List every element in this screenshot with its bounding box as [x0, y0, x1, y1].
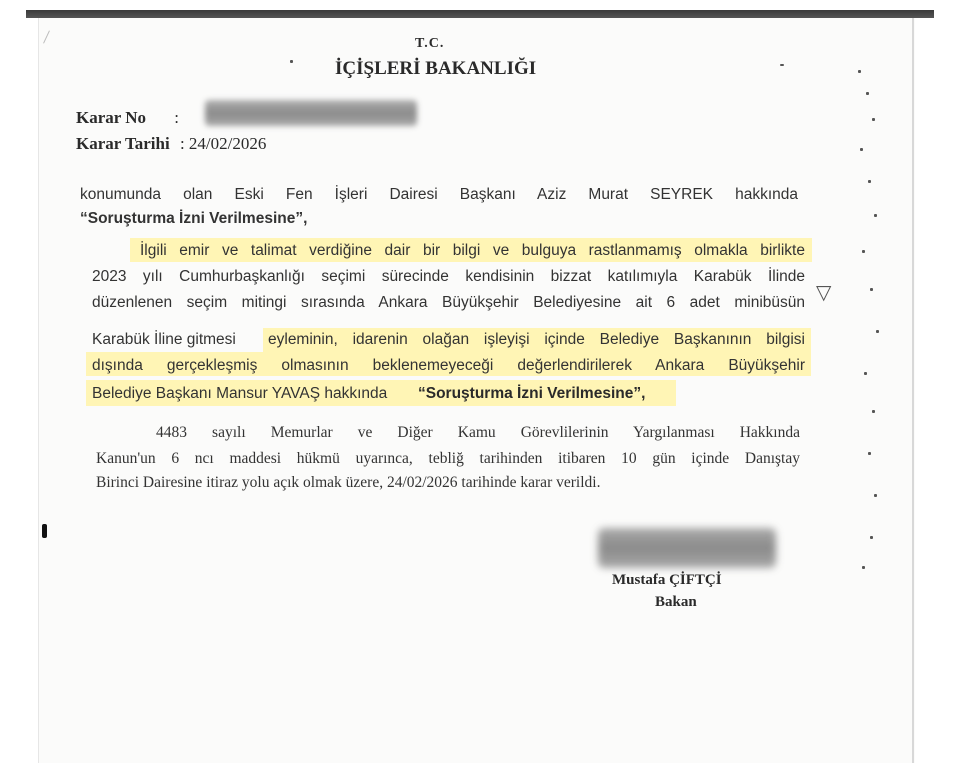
body-line-11: Birinci Dairesine itiraz yolu açık olmak üzere, 24/02/2026 tarihinde karar verildi. — [96, 474, 601, 491]
scan-speck — [874, 214, 877, 217]
redacted-karar-no — [205, 100, 417, 126]
karar-no-sep: : — [174, 108, 180, 127]
body-line-4: 2023 yılı Cumhurbaşkanlığı seçimi sürecinde kendisinin bizzat katılımıyla Karabük İlinde — [92, 268, 805, 285]
body-line-8a: Belediye Başkanı Mansur YAVAŞ hakkında — [92, 385, 388, 402]
scan-speck — [860, 148, 863, 151]
scan-speck — [864, 372, 867, 375]
body-line-7: dışında gerçekleşmiş olmasının beklenemeyeceği değerlendirilerek Ankara Büyükşehir — [92, 357, 805, 374]
header-tc: T.C. — [415, 36, 445, 51]
scan-speck — [858, 70, 861, 73]
body-line-10: Kanun'un 6 ncı maddesi hükmü uyarınca, tebliğ tarihinden itibaren 10 gün içinde Danıştay — [96, 450, 800, 467]
scan-speck — [866, 92, 869, 95]
scan-speck — [862, 566, 865, 569]
scan-speck — [872, 118, 875, 121]
scan-speck — [868, 180, 871, 183]
karar-tarihi-value: : 24/02/2026 — [179, 134, 267, 153]
scan-speck — [780, 64, 784, 66]
scan-speck — [870, 536, 873, 539]
scan-speck — [868, 452, 871, 455]
redacted-signature — [598, 528, 776, 568]
scan-top-border — [26, 10, 934, 18]
scan-speck — [872, 410, 875, 413]
karar-tarihi-row — [76, 134, 266, 154]
body-line-1: konumunda olan Eski Fen İşleri Dairesi Başkanı Aziz Murat SEYREK hakkında — [80, 186, 798, 203]
signatory-title: Bakan — [655, 594, 697, 610]
pen-mark: ▽ — [816, 280, 832, 304]
body-line-2: “Soruşturma İzni Verilmesine”, — [80, 210, 308, 227]
scan-speck — [870, 288, 873, 291]
karar-no-row — [76, 108, 179, 128]
header-ministry: İÇİŞLERİ BAKANLIĞI — [335, 58, 537, 79]
scan-speck — [862, 250, 865, 253]
body-line-6b: eyleminin, idarenin olağan işleyişi içinde Belediye Başkanının bilgisi — [268, 331, 805, 348]
signatory-name: Mustafa ÇİFTÇİ — [612, 572, 722, 588]
scan-speck — [874, 494, 877, 497]
body-line-5: düzenlenen seçim mitingi sırasında Ankara Büyükşehir Belediyesine ait 6 adet minibüsün — [92, 294, 805, 311]
body-line-8b: “Soruşturma İzni Verilmesine”, — [418, 385, 646, 402]
body-line-3: İlgili emir ve talimat verdiğine dair bir bilgi ve bulguya rastlanmamış olmakla birlikte — [140, 242, 805, 259]
page-edge — [912, 18, 914, 763]
scan-speck — [290, 60, 293, 63]
scan-mark-left — [42, 524, 47, 538]
scan-speck — [876, 330, 879, 333]
karar-no-label: Karar No — [76, 108, 147, 127]
body-line-9: 4483 sayılı Memurlar ve Diğer Kamu Görevlilerinin Yargılanması Hakkında — [156, 424, 800, 441]
body-line-6a: Karabük İline gitmesi — [92, 331, 236, 348]
karar-tarihi-label: Karar Tarihi — [76, 134, 170, 153]
